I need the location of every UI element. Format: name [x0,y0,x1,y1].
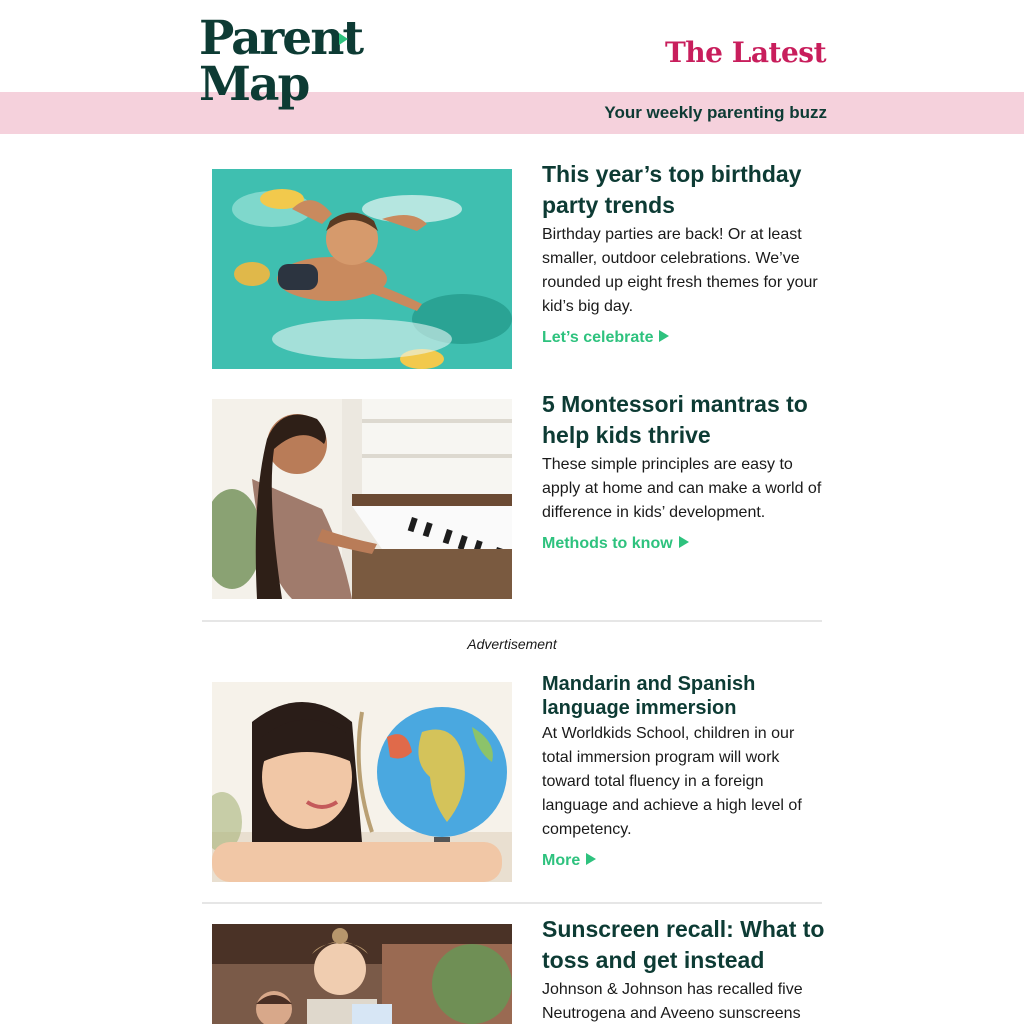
article-birthday [212,159,824,369]
ad-title[interactable]: Mandarin and Spanish language immersion [542,673,756,719]
ad-image-globe-girl[interactable] [212,682,512,882]
article-description: These simple principles are easy to apply at home and can make a world of difference in kids’ development. [542,456,822,521]
article-image-sunscreen[interactable] [212,924,512,1024]
article-description: Birthday parties are back! Or at least smaller, outdoor celebrations. We’ve rounded up eight fresh themes for your kid’s big day. [542,226,818,315]
article-text [542,914,828,1024]
logo-play-icon [339,33,348,45]
article-image-piano-girl[interactable] [212,399,512,599]
section-divider [202,902,822,904]
logo-text-map: Map [199,57,309,112]
advertisement-label: Advertisement [467,636,557,652]
tagline-band [0,92,1024,134]
cta-label: Methods to know [542,535,673,552]
tagline: Your weekly parenting buzz [604,103,827,122]
article-title[interactable]: This year’s top birthday party trends [542,161,802,218]
article-montessori [212,389,824,599]
article-text [542,389,828,553]
newsletter-title: The Latest [664,36,826,69]
article-text [542,159,828,347]
parentmap-logo[interactable] [199,11,363,120]
ad-text [542,672,828,870]
ad-language-immersion [212,672,824,882]
play-arrow-icon [679,536,689,548]
section-divider [202,620,822,622]
play-arrow-icon [659,330,669,342]
cta-label: Let’s celebrate [542,329,654,346]
cta-label: More [542,852,581,869]
article-title[interactable]: Sunscreen recall: What to toss and get instead [542,916,825,973]
more-link[interactable] [542,852,596,870]
newsletter-header [0,0,1024,92]
play-arrow-icon [586,853,596,865]
article-title[interactable]: 5 Montessori mantras to help kids thrive [542,391,808,448]
logo-text-parent: Parent [199,11,363,66]
methods-to-know-link[interactable] [542,535,689,553]
article-description: Johnson & Johnson has recalled five Neutrogena and Aveeno sunscreens [542,981,803,1022]
ad-description: At Worldkids School, children in our total immersion program will work toward total fluency in a foreign language and achieve a high level of competency. [542,725,802,838]
lets-celebrate-link[interactable] [542,329,669,347]
article-sunscreen [212,914,824,1024]
article-image-pool-kid[interactable] [212,169,512,369]
